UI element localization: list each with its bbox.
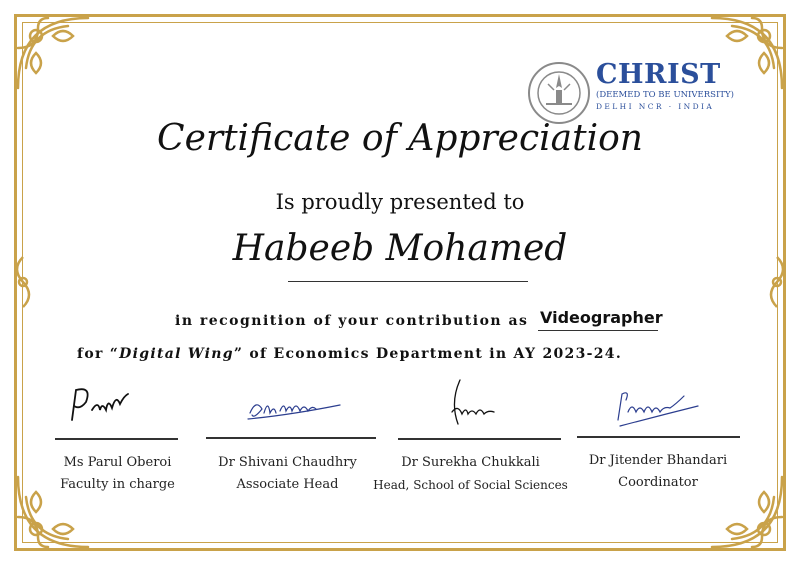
signature-line-3 (398, 438, 561, 440)
signatory-2 (200, 452, 375, 496)
signatory-2-role: Associate Head (236, 477, 339, 492)
role-text: Videographer (540, 308, 663, 327)
signatory-1-name: Ms Parul Oberoi (63, 455, 172, 470)
university-logo (526, 60, 746, 126)
signatory-3-name: Dr Surekha Chukkali (401, 455, 540, 470)
signatory-4 (568, 450, 748, 494)
department-line (77, 346, 622, 362)
signature-line-1 (55, 438, 178, 440)
signatory-1-role: Faculty in charge (60, 477, 175, 492)
brand-subtitle: (DEEMED TO BE UNIVERSITY) (596, 90, 734, 100)
signature-line-4 (577, 436, 740, 438)
signatory-3 (368, 452, 573, 496)
logo-text (596, 60, 746, 113)
signature-4 (608, 380, 718, 430)
signatory-2-name: Dr Shivani Chaudhry (218, 455, 357, 470)
signatory-3-role: Head, School of Social Sciences (373, 478, 568, 492)
signatory-4-role: Coordinator (618, 475, 698, 490)
corner-ornament-top-left (8, 8, 98, 98)
certificate-title: Certificate of Appreciation (157, 118, 643, 159)
university-seal-icon (526, 60, 592, 126)
signatory-1 (40, 452, 195, 496)
brand-location: DELHI NCR · INDIA (596, 102, 715, 111)
signatory-4-name: Dr Jitender Bhandari (588, 453, 728, 468)
program-name: Digital Wing (119, 346, 234, 362)
signature-line-2 (206, 437, 376, 439)
recognition-text: in recognition of your contribution as (175, 313, 529, 329)
department-line-suffix: ” of Economics Department in AY 2023-24. (233, 346, 622, 362)
signature-2 (240, 385, 350, 425)
signature-3 (440, 372, 510, 432)
recipient-underline (288, 281, 528, 282)
role-underline (538, 330, 658, 331)
department-line-prefix: for “ (77, 346, 120, 362)
presented-line: Is proudly presented to (275, 190, 525, 214)
signature-1 (62, 380, 142, 430)
brand-name: CHRIST (596, 59, 721, 90)
recipient-name: Habeeb Mohamed (232, 228, 568, 269)
